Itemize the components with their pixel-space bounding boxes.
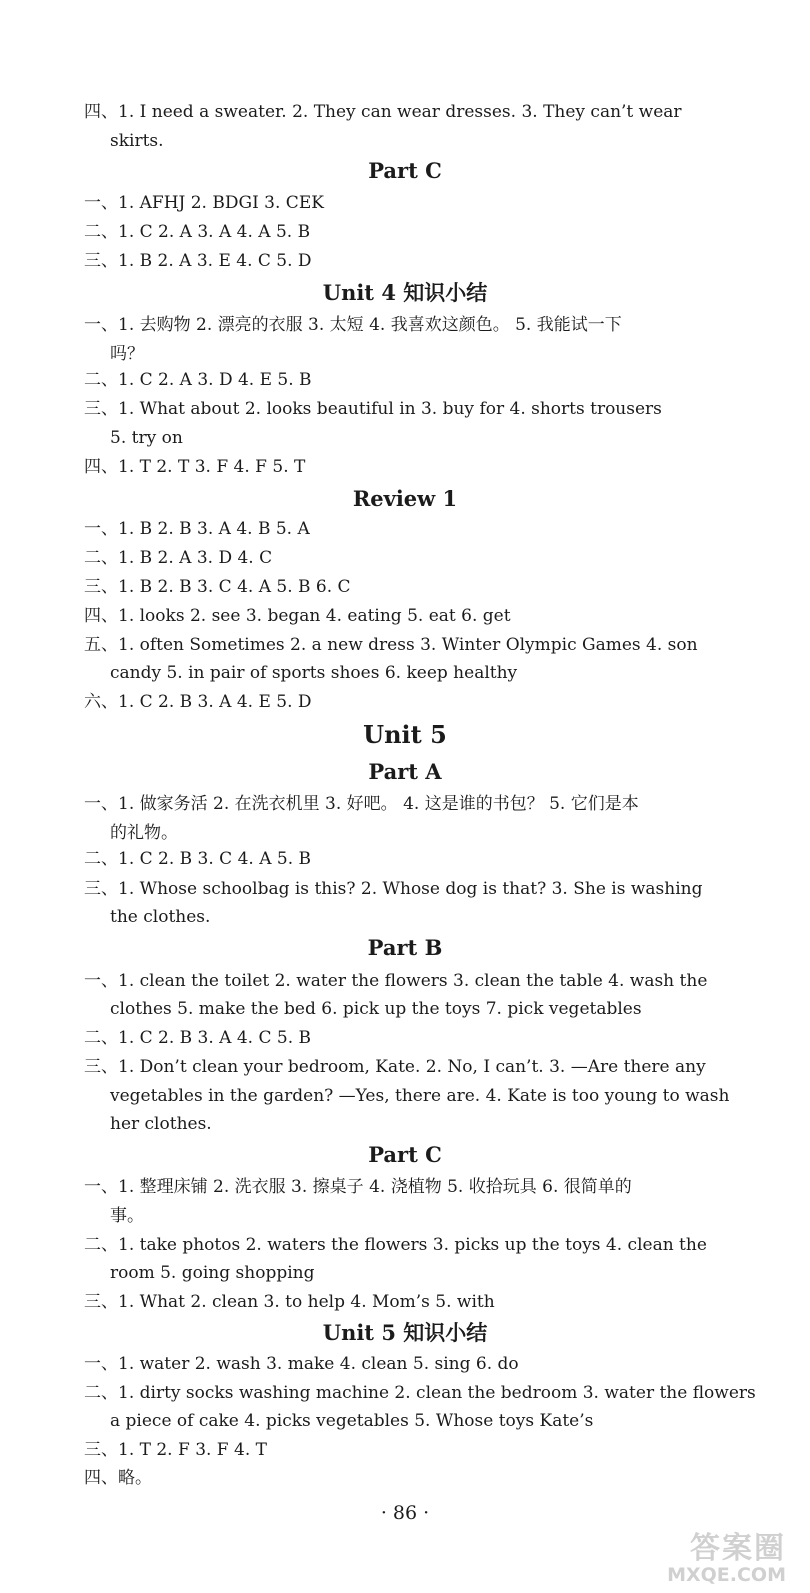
line-er: 二、1. C 2. B 3. A 4. C 5. B: [84, 1028, 312, 1048]
line-wu: 五、1. often Sometimes 2. a new dress 3. Winter Olympic Games 4. son: [84, 635, 698, 655]
section-heading-unit5-summary: Unit 5 知识小结: [322, 1320, 488, 1345]
line-yi: 一、1. AFHJ 2. BDGI 3. CEK: [84, 193, 324, 213]
section-heading-part-b: Part B: [367, 935, 443, 960]
line-yi: 一、1. B 2. B 3. A 4. B 5. A: [84, 519, 310, 539]
line-continuation: 5. try on: [110, 428, 183, 448]
line-continuation: 吗？: [110, 344, 144, 364]
line-continuation: 事。: [110, 1206, 144, 1226]
line-continuation: 的礼物。: [110, 823, 178, 843]
section-heading-part-c: Part C: [368, 158, 442, 183]
line-continuation: room 5. going shopping: [110, 1263, 315, 1283]
section-heading-unit4-summary: Unit 4 知识小结: [322, 280, 488, 305]
section-heading-review-1: Review 1: [352, 486, 458, 511]
line-er: 二、1. C 2. B 3. C 4. A 5. B: [84, 849, 312, 869]
line-san: 三、1. Don’t clean your bedroom, Kate. 2. No, I can’t. 3. —Are there any: [84, 1057, 706, 1077]
line-er: 二、1. take photos 2. waters the flowers 3. picks up the toys 4. clean the: [84, 1235, 707, 1255]
line-continuation: vegetables in the garden? —Yes, there are. 4. Kate is too young to wash: [110, 1086, 730, 1106]
line-yi: 一、1. water 2. wash 3. make 4. clean 5. sing 6. do: [84, 1354, 519, 1374]
line-er: 二、1. dirty socks washing machine 2. clean the bedroom 3. water the flowers: [84, 1383, 756, 1403]
line-yi: 一、1. 整理床铺 2. 洗衣服 3. 擦桌子 4. 浇植物 5. 收拾玩具 6. 很简单的: [84, 1177, 632, 1197]
line-continuation: her clothes.: [110, 1114, 212, 1134]
line-er: 二、1. C 2. A 3. D 4. E 5. B: [84, 370, 312, 390]
line-er: 二、1. C 2. A 3. A 4. A 5. B: [84, 222, 311, 242]
watermark: [667, 1533, 786, 1585]
line-san: 三、1. B 2. A 3. E 4. C 5. D: [84, 251, 312, 271]
line-si: 四、略。: [84, 1468, 152, 1488]
line-si: 四、1. looks 2. see 3. began 4. eating 5. eat 6. get: [84, 606, 511, 626]
page-number: · 86 ·: [380, 1502, 430, 1524]
line-san: 三、1. B 2. B 3. C 4. A 5. B 6. C: [84, 577, 351, 597]
line-continuation: candy 5. in pair of sports shoes 6. keep healthy: [110, 663, 518, 683]
section-heading-part-a: Part A: [368, 759, 442, 784]
line-san: 三、1. What 2. clean 3. to help 4. Mom’s 5. with: [84, 1292, 495, 1312]
line-san: 三、1. T 2. F 3. F 4. T: [84, 1440, 267, 1460]
section-heading-part-c: Part C: [368, 1142, 442, 1167]
line-yi: 一、1. 去购物 2. 漂亮的衣服 3. 太短 4. 我喜欢这颜色。 5. 我能试一下: [84, 315, 622, 335]
unit-5-title: Unit 5: [363, 720, 447, 749]
line-er: 二、1. B 2. A 3. D 4. C: [84, 548, 273, 568]
line-yi: 一、1. clean the toilet 2. water the flowers 3. clean the table 4. wash the: [84, 971, 708, 991]
line-si: 四、1. T 2. T 3. F 4. F 5. T: [84, 457, 306, 477]
line-continuation: the clothes.: [110, 907, 211, 927]
line-continuation: skirts.: [110, 131, 164, 151]
line-si-unit4b: 四、1. I need a sweater. 2. They can wear dresses. 3. They can’t wear: [84, 102, 682, 122]
line-yi: 一、1. 做家务活 2. 在洗衣机里 3. 好吧。 4. 这是谁的书包？ 5. 它们是本: [84, 794, 639, 814]
line-liu: 六、1. C 2. B 3. A 4. E 5. D: [84, 692, 312, 712]
watermark-site: MXQE.COM: [667, 1564, 786, 1586]
line-continuation: a piece of cake 4. picks vegetables 5. Whose toys Kate’s: [110, 1411, 594, 1431]
line-san: 三、1. Whose schoolbag is this? 2. Whose dog is that? 3. She is washing: [84, 879, 703, 899]
watermark-logo: 答案圈: [690, 1531, 786, 1566]
line-san: 三、1. What about 2. looks beautiful in 3. buy for 4. shorts trousers: [84, 399, 662, 419]
line-continuation: clothes 5. make the bed 6. pick up the toys 7. pick vegetables: [110, 999, 642, 1019]
